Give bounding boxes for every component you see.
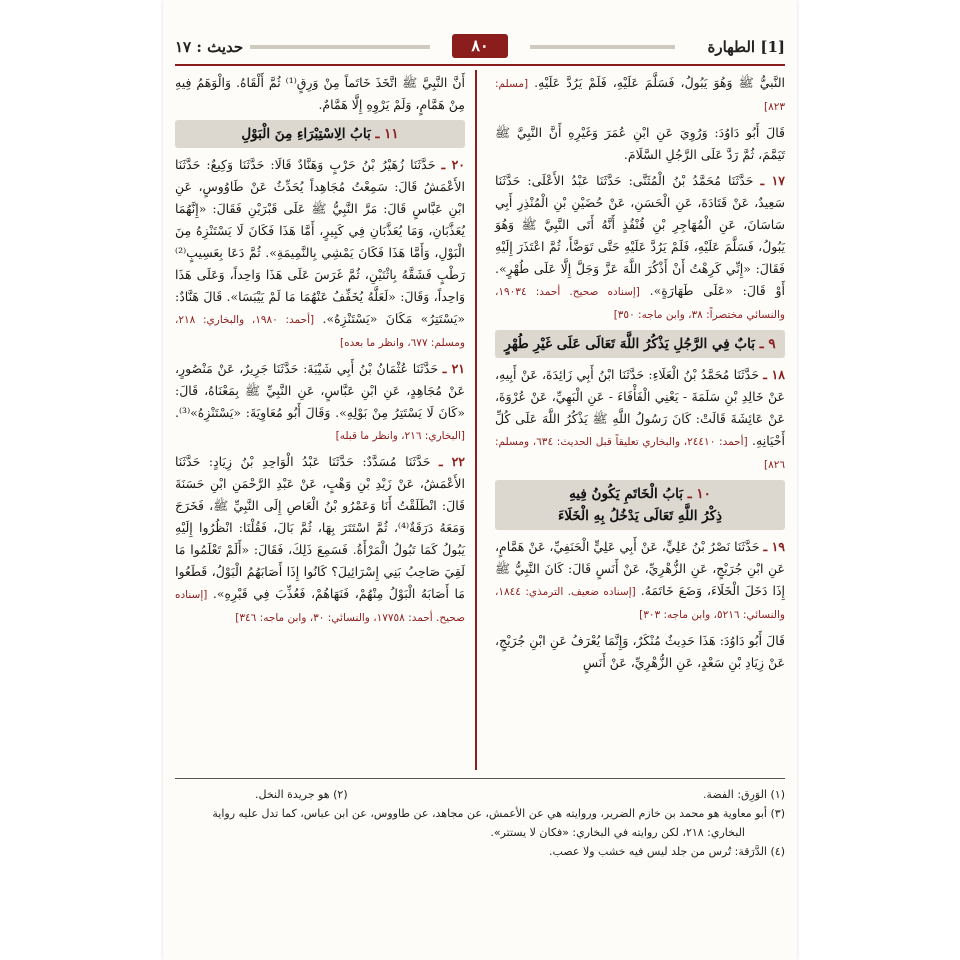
hadith-22 [175, 451, 465, 629]
paragraph: قَالَ أَبُو دَاوُدَ: وَرُوِيَ عَنِ ابْنِ عُمَرَ وَغَيْرِهِ أَنَّ النَّبِيَّ ﷺ تَيَمَّمَ، ثُمَّ رَدَّ عَلَى الرَّجُلِ السَّلَامَ. [495, 125, 785, 162]
hadith-20 [175, 154, 465, 354]
hadith-17 [495, 170, 785, 326]
paragraph: قَالَ أَبُو دَاوُدَ: هَذَا حَدِيثٌ مُنْكَرٌ، وَإِنَّمَا يُعْرَفُ عَنِ ابْنِ جُرَيْجٍ، عَنْ زِيَادِ بْنِ سَعْدٍ، عَنِ الزُّهْرِيِّ، عَنْ أَنَسٍ [495, 633, 785, 670]
hadith-reference: حديث : ١٧ [175, 38, 244, 56]
reference: [إسناده ضعيف. الترمذي: ١٨٤٤، والنسائي: ٥٢١٦، وابن ماجه: ٣٠٣] [495, 586, 785, 621]
heading-text: بَابُ الْخَاتَمِ يَكُونُ فِيهِ [569, 486, 684, 502]
heading-number: ١٠ ـ [687, 486, 711, 502]
hadith-text: حَدَّثَنَا عُثْمَانُ بْنُ أَبِي شَيْبَةَ: حَدَّثَنَا جَرِيرٌ، عَنْ مَنْصُورٍ، عَنْ مُجَاهِدٍ، عَنِ ابْنِ عَبَّاسٍ، عَنِ النَّبِيِّ ﷺ بِمَعْنَاهُ، قَالَ: «كَانَ لَا يَسْتَتِرُ مِنْ بَوْلِهِ». وَقَالَ أَبُو مُعَاوِيَةَ: «يَسْتَنْزِهُ»⁽³⁾. [175, 361, 465, 420]
page-number: ٨٠ [452, 34, 508, 58]
hadith-text: حَدَّثَنَا مُحَمَّدُ بْنُ الْعَلَاءِ: حَدَّثَنَا ابْنُ أَبِي زَائِدَةَ، عَنْ أَبِيهِ، عَنْ خَالِدِ بْنِ سَلَمَةَ - يَعْنِي الْفَأْفَاءَ - عَنِ الْبَهِيِّ، عَنْ عُرْوَةَ، عَنْ عَائِشَةَ قَالَتْ: كَانَ رَسُولُ اللَّهِ ﷺ يَذْكُرُ اللَّهَ عَلَى كُلِّ أَحْيَانِهِ. [495, 367, 785, 448]
header-bar-left [250, 45, 430, 49]
hadith-number: ٢١ ـ [442, 361, 465, 376]
chapter-number: [1] [760, 38, 785, 56]
footnote-3: (٣) أبو معاوية هو محمد بن خازم الضرير، وروايته هي عن الأعمش، عن مجاهد، عن طاووس، عن ابن عباس، كما تدل عليه رواية [212, 807, 785, 820]
footnote-2: (٢) هو جريدة النخل. [255, 788, 348, 801]
footnote-1: (١) الوَرِق: الفضة. [702, 788, 785, 801]
hadith-text: حَدَّثَنَا مُسَدَّدٌ: حَدَّثَنَا عَبْدُ الْوَاحِدِ بْنُ زِيَادٍ: حَدَّثَنَا الأَعْمَشُ، عَنْ زَيْدِ بْنِ وَهْبٍ، عَنْ عَبْدِ الرَّحْمَنِ ابْنِ حَسَنَةَ قَالَ: انْطَلَقْتُ أَنَا وَعَمْرُو بْنُ الْعَاصِ إِلَى النَّبِيِّ ﷺ، فَخَرَجَ وَمَعَهُ دَرَقَةٌ⁽⁴⁾، ثُمَّ اسْتَتَرَ بِهَا، ثُمَّ بَالَ، فَقُلْنَا: انْظُرُوا إِلَيْهِ يَبُولُ كَمَا تَبُولُ الْمَرْأَةُ. فَسَمِعَ ذَلِكَ، فَقَالَ: «أَلَمْ تَعْلَمُوا مَا لَقِيَ صَاحِبُ بَنِي إِسْرَائِيلَ؟ كَانُوا إِذَا أَصَابَهُمُ الْبَوْلُ، قَطَعُوا مَا أَصَابَهُ الْبَوْلُ مِنْهُمْ، فَنَهَاهُمْ، فَعُذِّبَ فِي قَبْرِهِ». [175, 454, 465, 601]
text: النَّبيُّ ﷺ وَهُوَ يَبُولُ، فَسَلَّمَ عَلَيْهِ، فَلَمْ يَرُدَّ عَلَيْهِ. [534, 75, 785, 90]
hadith-number: ٢٠ ـ [441, 157, 465, 172]
chapter-heading-10 [495, 480, 785, 530]
hadith-text: حَدَّثَنَا زُهَيْرُ بْنُ حَرْبٍ وَهَنَّادٌ قَالَا: حَدَّثَنَا وَكِيعٌ: حَدَّثَنَا الأَعْمَشُ قَالَ: سَمِعْتُ مُجَاهِداً يُحَدِّثُ عَنْ طَاوُوسٍ، عَنِ ابْنِ عَبَّاسٍ قَالَ: مَرَّ النَّبِيُّ ﷺ عَلَى قَبْرَيْنِ فَقَالَ: «إِنَّهُمَا يُعَذَّبَانِ، وَمَا يُعَذَّبَانِ فِي كَبِيرٍ، أَمَّا هَذَا فَكَانَ لَا يَسْتَنْزِهُ مِنَ الْبَوْلِ، وَأَمَّا هَذَا فَكَانَ يَمْشِي بِالنَّمِيمَةِ». ثُمَّ دَعَا بِعَسِيبٍ⁽²⁾ رَطْبٍ فَشَقَّهُ بِاثْنَيْنِ، ثُمَّ غَرَسَ عَلَى هَذَا وَاحِداً، وَعَلَى هَذَا وَاحِداً، وَقَالَ: «لَعَلَّهُ يُخَفِّفُ عَنْهُمَا مَا لَمْ يَيْبَسَا». قَالَ هَنَّادٌ: «يَسْتَتِرُ» مَكَانَ «يَسْتَنْزِهُ». [175, 157, 465, 326]
reference: [أحمد: ٢٤٤١٠، والبخاري تعليقاً قبل الحديث: ٦٣٤، ومسلم: ٨٢٦] [495, 436, 785, 471]
hadith-21 [175, 358, 465, 447]
hadith-18 [495, 364, 785, 476]
hadith-number: ١٧ ـ [760, 173, 785, 188]
left-column [175, 72, 465, 633]
hadith-number: ١٨ ـ [763, 367, 785, 382]
chapter-name: الطهارة [707, 38, 756, 56]
footnote-4: (٤) الدَّرَقة: تُرس من جلد ليس فيه خشب ولا عصب. [549, 845, 785, 858]
paragraph [495, 72, 785, 118]
hadith-text: حَدَّثَنَا نَصْرُ بْنُ عَلِيٍّ، عَنْ أَبِي عَلِيٍّ الْحَنَفِيِّ، عَنْ هَمَّامٍ، عَنِ ابْنِ جُرَيْجٍ، عَنِ الزُّهْرِيِّ، عَنْ أَنَسٍ قَالَ: كَانَ النَّبِيُّ ﷺ إِذَا دَخَلَ الْخَلَاءَ، وَضَعَ خَاتَمَهُ. [495, 539, 785, 598]
heading-number: ٩ ـ [759, 336, 776, 352]
heading-number: ١١ ـ [375, 126, 399, 142]
hadith-number: ١٩ ـ [763, 539, 785, 554]
chapter-heading-11 [175, 120, 465, 148]
header-bar-right [530, 45, 675, 49]
heading-text: بَابٌ فِي الرَّجُلِ يَذْكُرُ اللَّهَ تَعَالَى عَلَى غَيْرِ طُهْرٍ [504, 336, 755, 352]
reference: [مسلم: ٨٢٣] [495, 78, 785, 113]
footnote-3-continued: البخاري: ٢١٨، لكن روايته في البخاري: «فكان لا يستتر». [490, 826, 745, 839]
reference: [البخاري: ٢١٦، وانظر ما قبله] [335, 430, 465, 442]
heading-text: بَابُ الِاسْتِبْرَاءِ مِنَ الْبَوْلِ [241, 126, 371, 142]
paragraph: أَنَّ النَّبِيَّ ﷺ اتَّخَذَ خَاتَماً مِنْ وَرِقٍ⁽¹⁾ ثُمَّ أَلْقَاهُ. وَالْوَهَمُ فِيهِ مِنْ هَمَّامٍ، وَلَمْ يَرْوِهِ إِلَّا هَمَّامٌ. [175, 75, 465, 112]
footnotes [175, 778, 785, 861]
book-page [163, 0, 797, 960]
chapter-title [707, 38, 785, 56]
page-header [175, 34, 785, 60]
right-column [495, 72, 785, 678]
reference: [إسناده صحيح. أحمد: ١٩٠٣٤، والنسائي مختصراً: ٣٨، وابن ماجه: ٣٥٠] [495, 286, 785, 321]
header-rule [175, 64, 785, 66]
hadith-19 [495, 536, 785, 626]
column-divider [475, 70, 477, 770]
hadith-text: حَدَّثَنَا مُحَمَّدُ بْنُ الْمُثَنَّى: حَدَّثَنَا عَبْدُ الأَعْلَى: حَدَّثَنَا سَعِيدٌ، عَنْ قَتَادَةَ، عَنِ الْحَسَنِ، عَنْ حُضَيْنِ بْنِ الْمُنْذِرِ أَبِي سَاسَانَ، عَنِ الْمُهَاجِرِ بْنِ قُنْفُذٍ أَنَّهُ أَتَى النَّبِيَّ ﷺ وَهُوَ يَبُولُ، فَسَلَّمَ عَلَيْهِ، فَلَمْ يَرُدَّ عَلَيْهِ حَتَّى تَوَضَّأَ، ثُمَّ اعْتَذَرَ إِلَيْهِ فَقَالَ: «إِنِّي كَرِهْتُ أَنْ أَذْكُرَ اللَّهَ عَزَّ وَجَلَّ إِلَّا عَلَى طُهْرٍ». أَوْ قَالَ: «عَلَى طَهَارَةٍ». [495, 173, 785, 298]
chapter-heading-9 [495, 330, 785, 358]
heading-text: ذِكْرُ اللَّهِ تَعَالَى يَدْخُلُ بِهِ الْخَلَاءَ [557, 508, 723, 524]
hadith-number: ٢٢ ـ [438, 454, 465, 469]
reference: [إسناده صحيح. أحمد: ١٧٧٥٨، والنسائي: ٣٠، وابن ماجه: ٣٤٦] [175, 589, 465, 624]
footnote-row [175, 785, 785, 804]
reference: [أحمد: ١٩٨٠، والبخاري: ٢١٨، ومسلم: ٦٧٧، وانظر ما بعده] [175, 314, 465, 349]
